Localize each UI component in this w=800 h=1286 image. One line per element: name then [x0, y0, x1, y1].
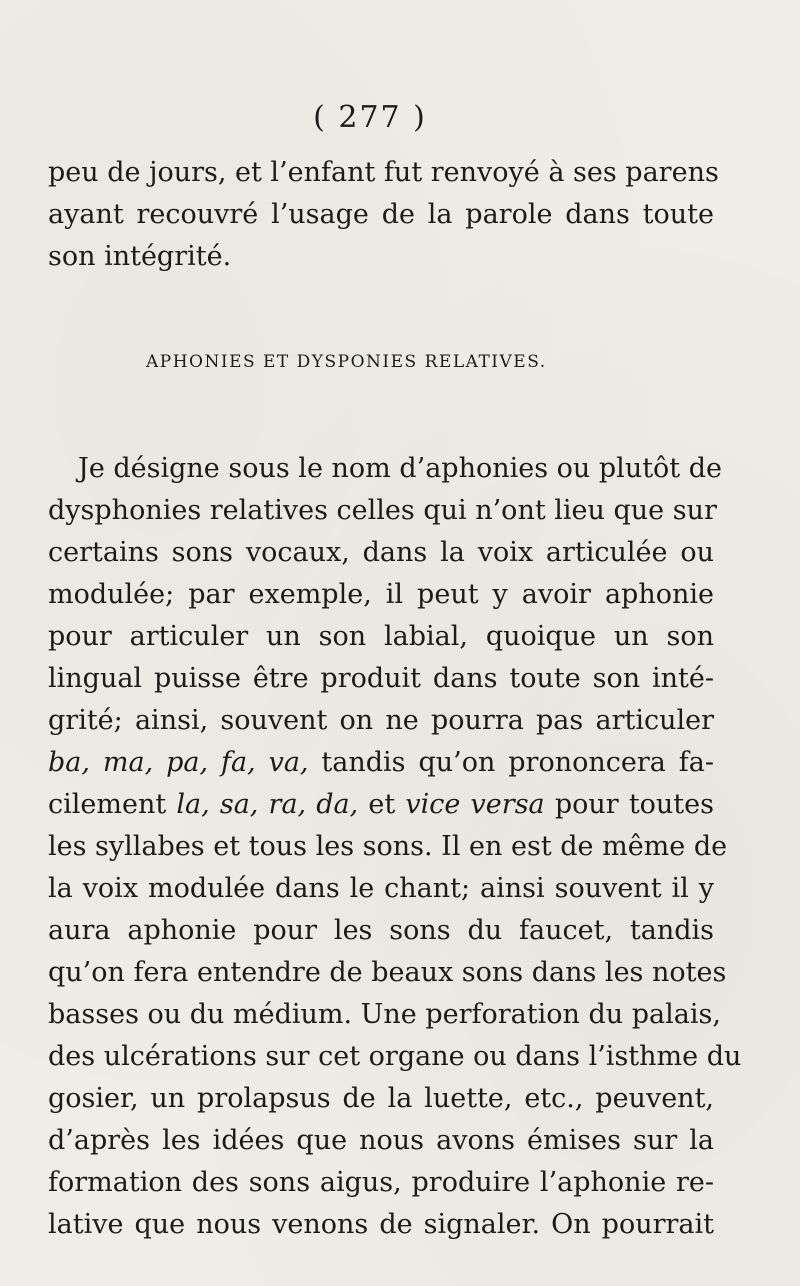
text-line: aura aphonie pour les sons du faucet, tandis	[48, 915, 714, 946]
text-line: pour articuler un son labial, quoique un son	[48, 621, 714, 652]
text-line: qu’on fera entendre de beaux sons dans les notes	[48, 957, 727, 988]
text-line: son intégrité.	[48, 241, 232, 272]
text-line: formation des sons aigus, produire l’aphonie re-	[48, 1167, 714, 1198]
text-line: certains sons vocaux, dans la voix articulée ou	[48, 537, 714, 568]
text-line: des ulcérations sur cet organe ou dans l’isthme du	[48, 1041, 742, 1072]
text-line: modulée; par exemple, il peut y avoir aphonie	[48, 579, 714, 610]
text-line: peu de jours, et l’enfant fut renvoyé à ses parens	[48, 157, 719, 188]
text-line: lative que nous venons de signaler. On pourrait	[48, 1209, 714, 1240]
page-number: ( 277 )	[313, 100, 427, 135]
text-line: gosier, un prolapsus de la luette, etc., peuvent,	[48, 1083, 714, 1114]
text-line: grité; ainsi, souvent on ne pourra pas articuler	[48, 705, 714, 736]
text-span: et	[358, 789, 406, 820]
text-line: lingual puisse être produit dans toute son inté-	[48, 663, 714, 694]
text-line: dysphonies relatives celles qui n’ont lieu que sur	[48, 495, 717, 526]
text-span: tandis qu’on prononcera fa-	[308, 747, 714, 778]
italic-syllables: ba, ma, pa, fa, va,	[48, 747, 309, 778]
italic-syllables: la, sa, ra, da,	[176, 789, 359, 820]
section-heading: APHONIES ET DYSPONIES RELATIVES.	[146, 352, 547, 372]
text-line: basses ou du médium. Une perforation du palais,	[48, 999, 721, 1030]
text-line: Je désigne sous le nom d’aphonies ou plutôt de	[78, 453, 723, 484]
text-line	[48, 788, 714, 822]
text-line	[48, 746, 714, 780]
text-line: ayant recouvré l’usage de la parole dans toute	[48, 199, 714, 230]
text-span: pour toutes	[544, 789, 714, 820]
text-line: la voix modulée dans le chant; ainsi souvent il y	[48, 873, 714, 904]
text-line: d’après les idées que nous avons émises sur la	[48, 1125, 714, 1156]
text-span: cilement	[48, 789, 177, 820]
italic-phrase: vice versa	[405, 789, 545, 820]
text-line: les syllabes et tous les sons. Il en est de même de	[48, 831, 728, 862]
